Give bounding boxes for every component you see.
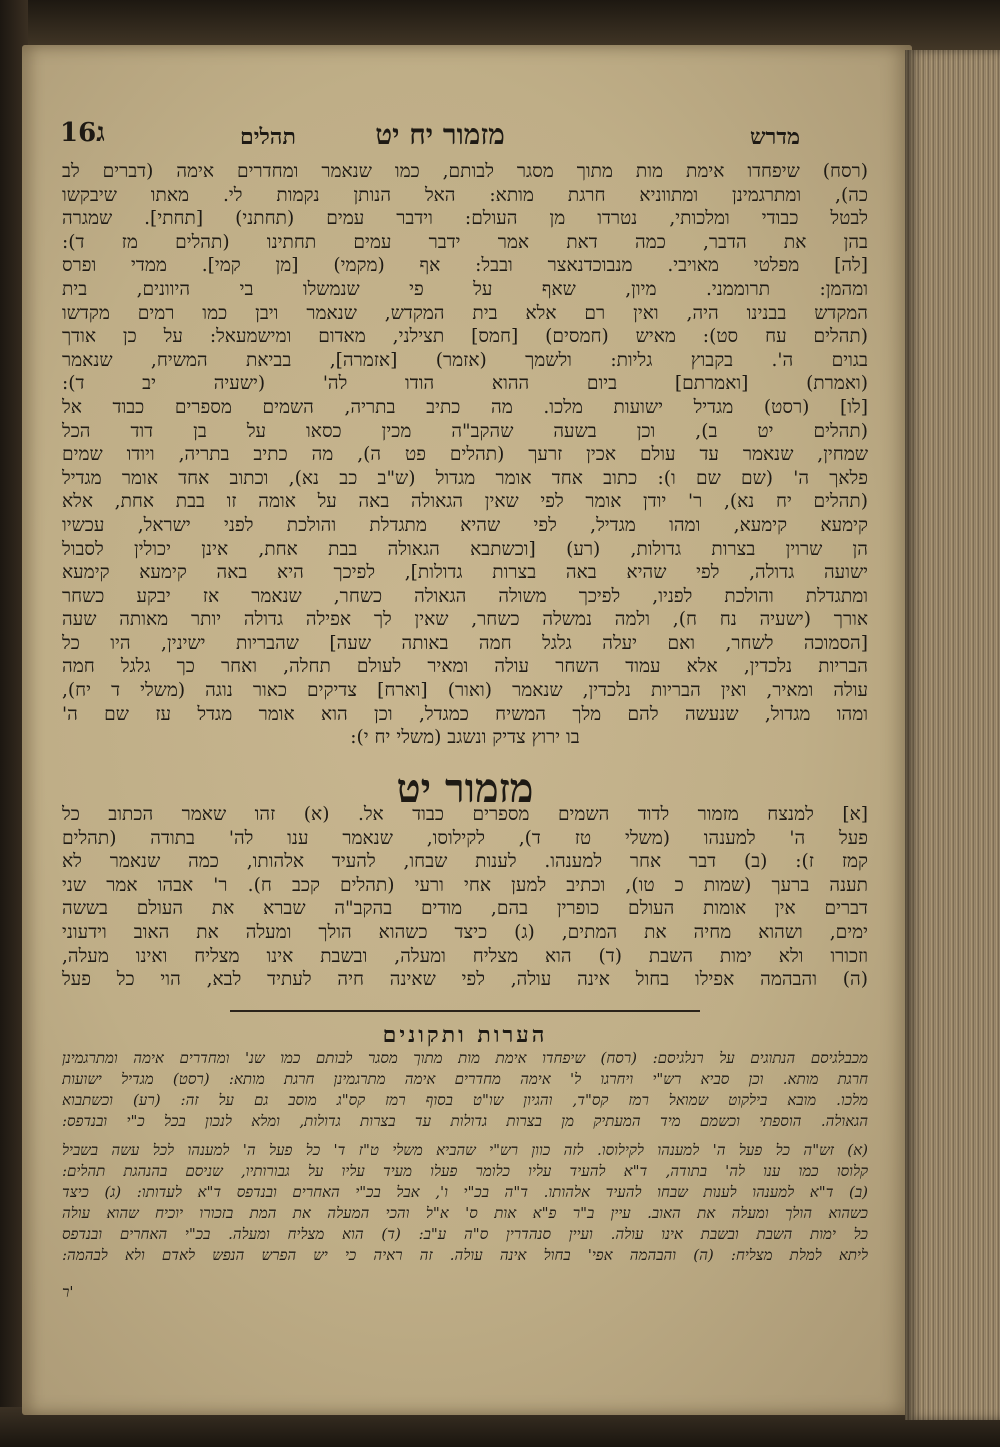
text-line: שמחין, שנאמר עד עולם אכין זרעך (תהלים פט ה), מה כתיב בתריה, ויודו שמים: [62, 444, 868, 466]
section-text: [62, 803, 868, 992]
text-line: פלאך ה' (שם שם ו): כתוב אחד אומר מגדול (ש"ב כב נא), וכתוב אחד אומר מגדיל: [62, 467, 868, 489]
header-book-name: תהלים: [240, 124, 296, 150]
text-line: (תהלים יח נא), ר' יודן אומר לפי שאין הגאולה באה על אומה זו בבת אחת, אלא: [62, 491, 868, 513]
text-line: המקדש בבנינו היה, ואין רם אלא בית המקדש, שנאמר ויבן כמו רמים מקדשו: [62, 302, 868, 324]
text-line: כל ימות השבת ובשבת אינו עולה. ועיין סנהדרין ס"ה ע"ב: (ד) הוא מצליח ומעלה. בכ"י האחרים ובנדפס: [62, 1225, 868, 1243]
text-line: (א) זש"ה כל פעל ה' למענהו לקילוסו. לזה כוון רש"י שהביא משלי ט"ז ד' כל פעל ה' למענהו לכל עשה בשביל: [62, 1141, 868, 1159]
text-line: ישועה גדולה, לפי שהיא באה בצרות גדולות], לפיכך היא באה קימעא קימעא: [62, 562, 868, 584]
text-line: בהן את הדבר, כמה דאת אמר ידבר עמים תחתינו (תהלים מז ד):: [62, 231, 868, 253]
running-header: [60, 118, 800, 158]
text-line: מכבלגיסם הנתוגים על רנלגיסם: (רסח) שיפחדו אימת מות מתוך מסגר לבותם כמו שנ' ומחדרים אימה ומתרגמינן: [62, 1049, 868, 1067]
main-text: [62, 160, 868, 750]
text-line: (ה) והבהמה אפילו בחול אינה עולה, לפי שאינה חיה לעתיד לבא, הוי כל פעל: [62, 969, 868, 991]
text-line: (תהלים יט ב), וכן בשעה שהקב"ה מכין כסאו על בן דוד הכל: [62, 420, 868, 442]
page-number: 16ג: [60, 118, 105, 148]
text-line: וזכורו ולא ימות השבת (ד) הוא מצליח ומעלה, ובשבת אינו מצליח ואינו מעלה,: [62, 945, 868, 967]
text-line: (תהלים עח סט): מאיש (חמסים) [חמס] תצילני, מאדום ומישמעאל: על כן אודך: [62, 326, 868, 348]
text-line: קלוסו כמו ענו לה' בתודה, ד"א להעיד עליו כלומר פעלו מעיד עליו על גבורותיו, שניסם בהנהגת תהלים:: [62, 1162, 868, 1180]
header-title: מזמור יח יט: [375, 118, 505, 151]
text-line: [לה] מפלטי מאויבי. מנבוכדנאצר ובבל: אף (מקמי) [מן קמי]. ממדי ופרס: [62, 255, 868, 277]
text-line: ומהו מגדול, שנעשה להם מלך המשיח כמגדל, וכן הוא אומר מגדל עז שם ה': [62, 703, 868, 725]
header-midrash: מדרש: [749, 124, 800, 150]
text-line: דברים אין אומות העולם כופרין בהם, מודים בהקב"ה שברא את העולם בששה: [62, 898, 868, 920]
page-edges: [905, 50, 1000, 1420]
text-line: קימעא קימעא, ומהו מגדיל, לפי שהיא מתגדלת והולכת לפני ישראל, עכשיו: [62, 514, 868, 536]
text-line: (ב) ד"א למענהו לענות שבחו להעיד אלהותו. ד"ה בכ"י ו', אבל בכ"י האחרים ובנדפס ד"א לעדותו: (ג) כיצד: [62, 1183, 868, 1201]
text-line: כשהוא הולך ומעלה את האוב. עיין ב"ר פ"א אות ס' א"ל והכי המעלה את המת בזכורו יוכיח שהוא עולה: [62, 1204, 868, 1222]
text-line: ליתא למלת מצליח: (ה) והבהמה אפי' בחול אינה עולה. זה ראיה כי יש הפרש הנפש לאדם ולא לבהמה:: [62, 1246, 868, 1264]
text-line: כה), ומתרגמינן ומתווניא חרגת מותא: האל הנותן נקמות לי. מאתו שיבקשו: [62, 184, 868, 206]
divider: [230, 1010, 700, 1012]
text-line: הבריות נלכדין, אלא עמוד השחר עולה ומאיר לעולם תחלה, ואחר כך גלגל חמה: [62, 656, 868, 678]
text-line: ומתגדלת והולכת לפניו, לפיכך משולה הגאולה כשחר, שנאמר אז יבקע כשחר: [62, 585, 868, 607]
text-line: (ואמרת) [ואמרתם] ביום ההוא הודו לה' (ישעיה יב ד):: [62, 373, 868, 395]
notes-signature: ר': [62, 1283, 74, 1301]
text-line: בו ירוץ צדיק ונשגב (משלי יח י):: [350, 727, 580, 749]
text-line: [הסמוכה לשחר, ואם יעלה גלגל חמה באותה שעה] שהבריות ישינין, היו כל: [62, 632, 868, 654]
text-line: בגוים ה'. בקבוץ גליות: ולשמך (אזמר) [אזמרה], בביאת המשיח, שנאמר: [62, 349, 868, 371]
notes-title: הערות ותקונים: [382, 1022, 548, 1048]
text-line: חרגת מותא. וכן סביא רש"י ויחרגו ל' אימה מחדרים אימה מתרגמינן חרגת מותא: (רסט) מגדיל ישועות: [62, 1070, 868, 1088]
text-line: קמז ז): (ב) דבר אחר למענהו. לענות שבחו, להעיד אלהותו, כמה שנאמר לא: [62, 851, 868, 873]
text-line: ומהמן: תרוממני. מיון, שאף על פי שנמשלו בי היוונים, בית: [62, 278, 868, 300]
text-line: (רסח) שיפחדו אימת מות מתוך מסגר לבותם, כמו שנאמר ומחדרים אימה (דברים לב: [62, 161, 868, 182]
text-line: תענה ברעך (שמות כ טו), וכתיב למען אחי ורעי (תהלים קכב ח). ר' אבהו אמר שני: [62, 874, 868, 896]
notes-text: [62, 1048, 868, 1266]
text-line: פעל ה' למענהו (משלי טז ד), לקילוסו, שנאמר ענו לה' בתודה (תהלים: [62, 827, 868, 849]
section-title: מזמור יט: [396, 765, 534, 812]
text-line: הן שרוין בצרות גדולות, (רע) [וכשתבא הגאולה בבת אחת, אינן יכולין לסבול: [62, 538, 868, 560]
text-line: מלכו. מובא בילקוט שמואל רמז קס"ד, והגיון שו"ט בסוף רמז קס"ג מוסב גם על זה: (רע) וכשתבוא: [62, 1091, 868, 1109]
text-line: הגאולה. הוספתי וכשמם מיד המעתיק מן בצרות גדולות עד בצרות גדולות, ומלא לנכון בכל כ"י ובנדפס:: [62, 1112, 868, 1130]
text-line: עולה ומאיר, ואין הבריות נלכדין, שנאמר (ואור) [וארח] צדיקים כאור נוגה (משלי ד יח),: [62, 680, 868, 702]
text-line: [א] למנצח מזמור לדוד השמים מספרים כבוד אל. (א) זהו שאמר הכתוב כל: [62, 804, 868, 825]
text-line: ימים, ושהוא מחיה את המתים, (ג) כיצד כשהוא הולך ומעלה את האוב וידעוני: [62, 921, 868, 943]
notes-gap: [62, 1132, 868, 1140]
text-line: לבטל כבודי ומלכותי, נטרדו מן העולם: וידבר עמים (תחתני) [תחתי]. שמגרה: [62, 208, 868, 230]
text-line: [לו] (רסט) מגדיל ישועות מלכו. מה כתיב בתריה, השמים מספרים כבוד אל: [62, 396, 868, 418]
text-line: אורך (ישעיה נח ח), ולמה נמשלה כשחר, שאין לך אפילה גדולה יותר מאותה שעה: [62, 609, 868, 631]
